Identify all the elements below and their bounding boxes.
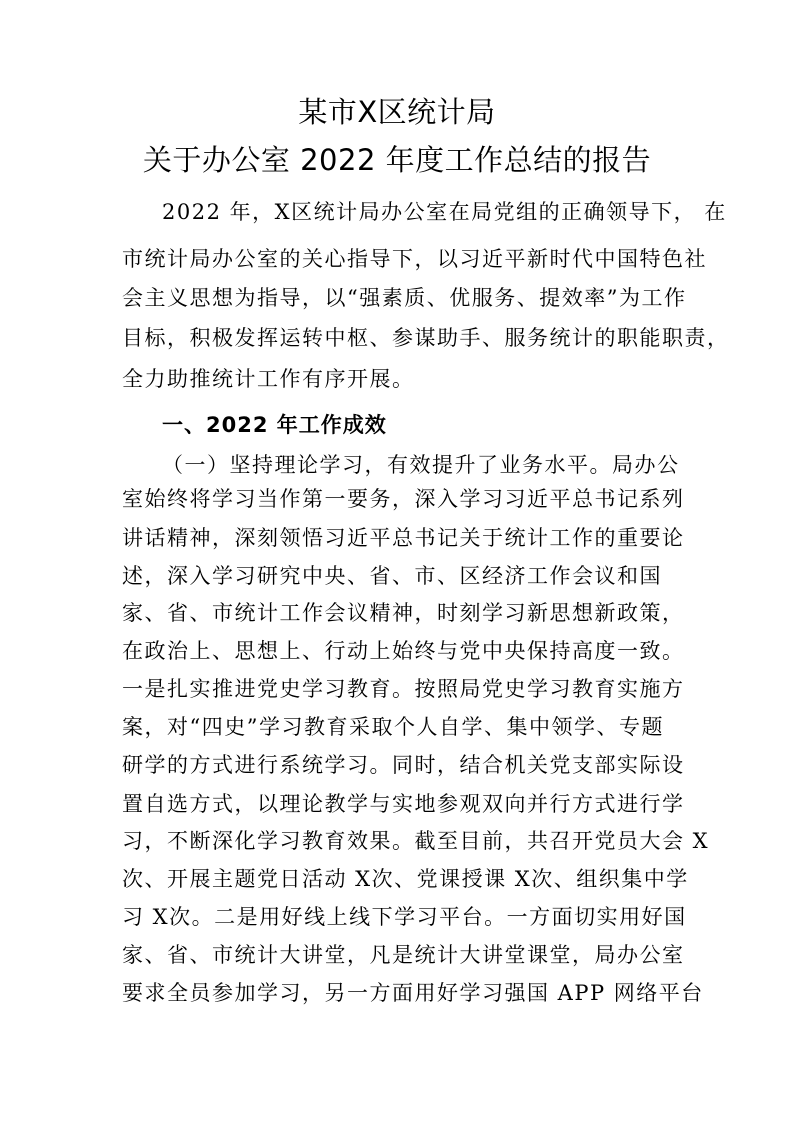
body-line: 研学的方式进行系统学习。同时，结合机关党支部实际设 xyxy=(122,753,685,777)
intro-line: 会主义思想为指导，以“强素质、优服务、提效率”为工作 xyxy=(122,286,687,310)
intro-line: 全力助推统计工作有序开展。 xyxy=(122,367,415,391)
document-title-line-2: 关于办公室 2022 年度工作总结的报告 xyxy=(142,143,652,177)
intro-line: 目标，积极发挥运转中枢、参谋助手、服务统计的职能职责， xyxy=(122,326,730,350)
intro-line: 2022 年，X区统计局办公室在局党组的正确领导下， 在 xyxy=(162,200,727,224)
section-heading: 一、2022 年工作成效 xyxy=(162,413,387,437)
document-title-line-1: 某市X区统计局 xyxy=(298,95,496,129)
intro-line: 市统计局办公室的关心指导下，以习近平新时代中国特色社 xyxy=(122,247,707,271)
body-line: 习 X次。二是用好线上线下学习平台。一方面切实用好国 xyxy=(122,905,687,929)
body-line: 在政治上、思想上、行动上始终与党中央保持高度一致。 xyxy=(122,639,685,663)
body-line: 一是扎实推进党史学习教育。按照局党史学习教育实施方 xyxy=(122,677,685,701)
body-line: 述，深入学习研究中央、省、市、区经济工作会议和国 xyxy=(122,564,662,588)
body-line: 家、省、市统计工作会议精神，时刻学习新思想新政策， xyxy=(122,601,685,625)
body-line: （一）坚持理论学习，有效提升了业务水平。局办公 xyxy=(162,453,680,477)
body-line: 次、开展主题党日活动 X次、党课授课 X次、组织集中学 xyxy=(122,867,689,891)
body-line: 要求全员参加学习，另一方面用好学习强国 APP 网络平台 xyxy=(122,981,704,1005)
body-line: 家、省、市统计大讲堂，凡是统计大讲堂课堂，局办公室 xyxy=(122,943,685,967)
body-line: 习，不断深化学习教育效果。截至目前，共召开党员大会 X xyxy=(122,829,710,853)
body-line: 讲话精神，深刻领悟习近平总书记关于统计工作的重要论 xyxy=(122,526,685,550)
body-line: 案，对“四史”学习教育采取个人自学、集中领学、专题 xyxy=(122,715,664,739)
body-line: 室始终将学习当作第一要务，深入学习习近平总书记系列 xyxy=(122,487,685,511)
body-line: 置自选方式，以理论教学与实地参观双向并行方式进行学 xyxy=(122,792,685,816)
